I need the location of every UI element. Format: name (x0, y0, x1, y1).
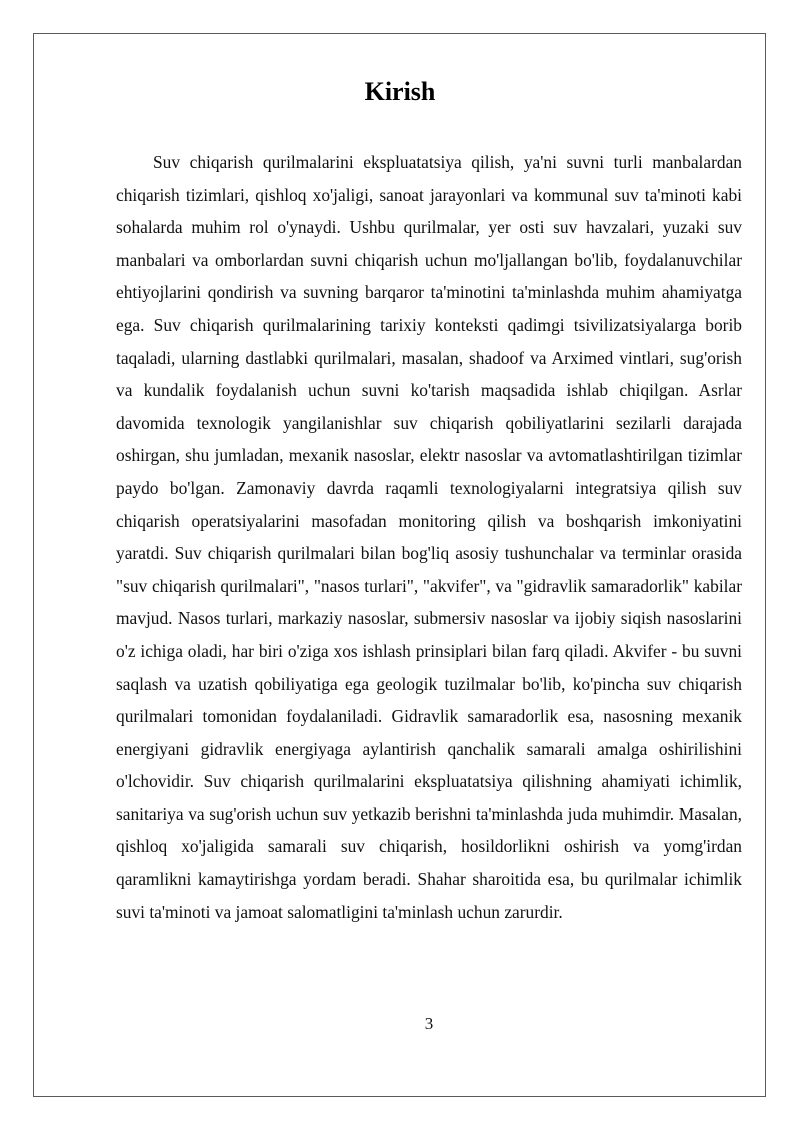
body-paragraph: Suv chiqarish qurilmalarini ekspluatatsiya qilish, ya'ni suvni turli manbalardan chiqarish tizimlari, qishloq xo'jaligi, sanoat jarayonlari va kommunal suv ta'minoti kabi sohalarda muhim rol o'ynaydi. Ushbu qurilmalar, yer osti suv havzalari, yuzaki suv manbalari va omborlardan suvni chiqarish uchun mo'ljallangan bo'lib, foydalanuvchilar ehtiyojlarini qondirish va suvning barqaror ta'minotini ta'minlashda muhim ahamiyatga ega. Suv chiqarish qurilmalarining tarixiy konteksti qadimgi tsivilizatsiyalarga borib taqaladi, ularning dastlabki qurilmalari, masalan, shadoof va Arximed vintlari, sug'orish va kundalik foydalanish uchun suvni ko'tarish maqsadida ishlab chiqilgan. Asrlar davomida texnologik yangilanishlar suv chiqarish qobiliyatlarini sezilarli darajada oshirgan, shu jumladan, mexanik nasoslar, elektr nasoslar va avtomatlashtirilgan tizimlar paydo bo'lgan. Zamonaviy davrda raqamli texnologiyalarni integratsiya qilish suv chiqarish operatsiyalarini masofadan monitoring qilish va boshqarish imkoniyatini yaratdi. Suv chiqarish qurilmalari bilan bog'liq asosiy tushunchalar va terminlar orasida "suv chiqarish qurilmalari", "nasos turlari", "akvifer", va "gidravlik samaradorlik" kabilar mavjud. Nasos turlari, markaziy nasoslar, submersiv nasoslar va ijobiy siqish nasoslarini o'z ichiga oladi, har biri o'ziga xos ishlash prinsiplari bilan farq qiladi. Akvifer - bu suvni saqlash va uzatish qobiliyatiga ega geologik tuzilmalar bo'lib, ko'pincha suv chiqarish qurilmalari tomonidan foydalaniladi. Gidravlik samaradorlik esa, nasosning mexanik energiyani gidravlik energiyaga aylantirish qanchalik samarali amalga oshirilishini o'lchovidir. Suv chiqarish qurilmalarini ekspluatatsiya qilishning ahamiyati ichimlik, sanitariya va sug'orish uchun suv yetkazib berishni ta'minlashda juda muhimdir. Masalan, qishloq xo'jaligida samarali suv chiqarish, hosildorlikni oshirish va yomg'irdan qaramlikni kamaytirishga yordam beradi. Shahar sharoitida esa, bu qurilmalar ichimlik suvi ta'minoti va jamoat salomatligini ta'minlash uchun zarurdir. (116, 152, 742, 922)
page-number: 3 (424, 1014, 434, 1033)
page-title: Kirish (364, 77, 436, 106)
